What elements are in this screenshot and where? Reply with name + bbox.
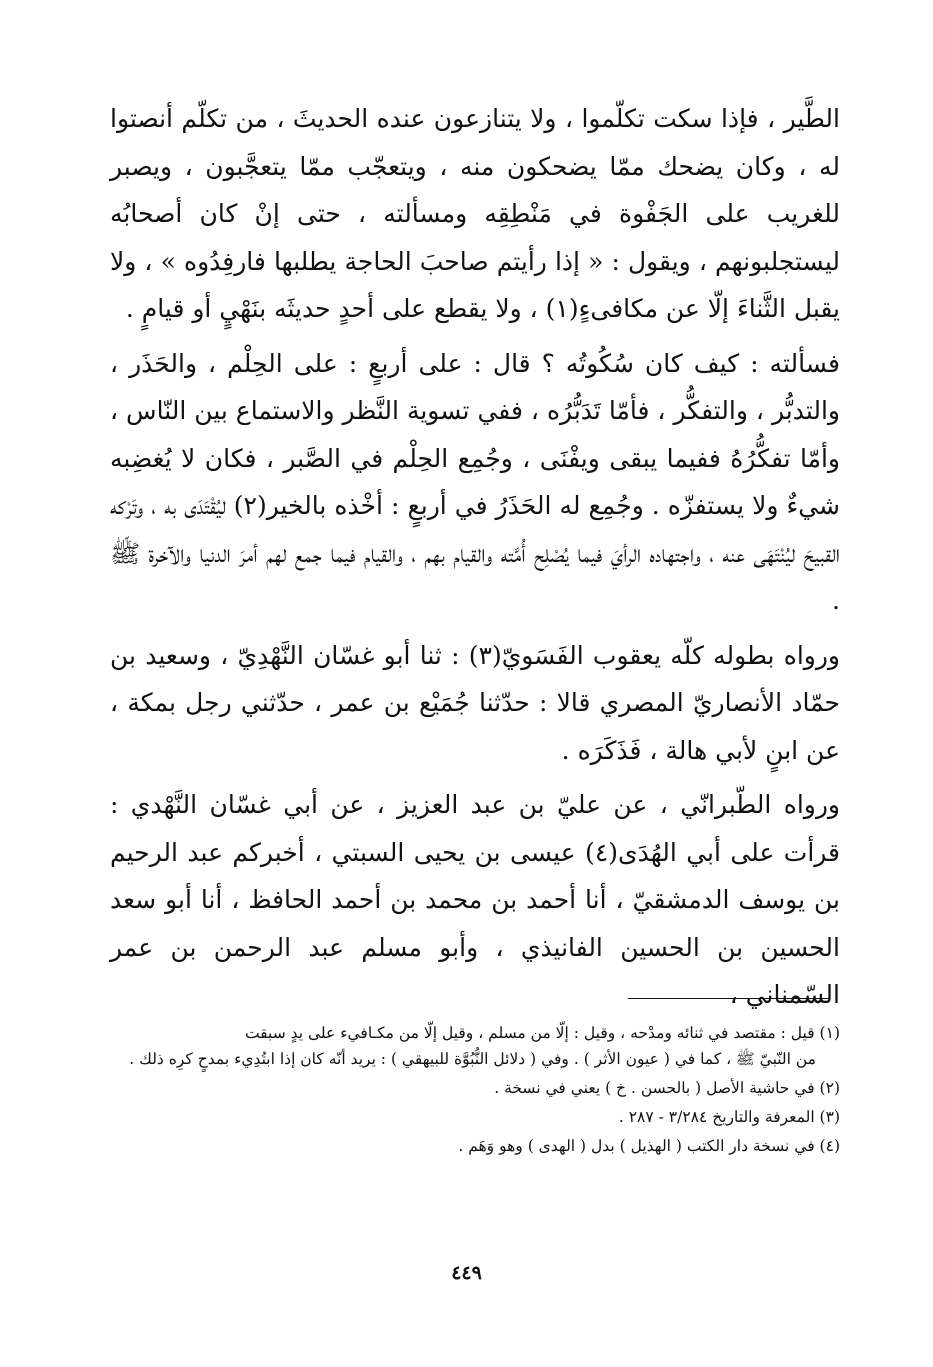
main-text (110, 95, 840, 1019)
paragraph-3: ورواه بطوله كلّه يعقوب الفَسَويّ(٣) : ثنا أبو غسّان النَّهْدِيّ ، وسعيد بن حمّاد الأنصاريّ المصري قالا : حدّثنا جُمَيْع بن عمر ، حدّثني رجل بمكة ، عن ابنٍ لأبي هالة ، فَذَكَرَه . (110, 640, 840, 765)
paragraph-1: الطَّير ، فإذا سكت تكلّموا ، ولا يتنازعون عنده الحديثَ ، من تكلّم أنصتوا له ، وكان يضحك ممّا يضحكون منه ، ويتعجّب ممّا يتعجَّبون ، ويصبر للغريب على الجَفْوة في مَنْطِقِه ومسألته ، حتى إنْ كان أصحابُه ليستجلبونهم ، ويقول : « إذا رأيتم صاحبَ الحاجة يطلبها فارفِدُوه » ، ولا يقبل الثَّناءَ إلّا عن مكافىءٍ(١) ، ولا يقطع على أحدٍ حديثَه بنَهْيٍ أو قيامٍ . (110, 104, 840, 323)
paragraph-2: فسألته : كيف كان سُكُوتُه ؟ قال : على أربعٍ : على الحِلْم ، والحَذَر ، والتدبُّر ، والتفكُّر ، فأمّا تَدَبُّرُه ، ففي تسوية النَّظر والاستماع بين النّاس ، وأمّا تفكُّرُهُ ففيما يبقى ويفْنَى ، وجُمِع الحِلْم في الصَّبر ، فكان لا يُغضِبه شيءٌ ولا يستفزّه . وجُمِع له الحَذَرُ في أربعٍ : أخْذه بالخير(٢) ليُقْتَدَى به ، وتَرْكه القبيحَ ليُنْتَهَى عنه ، واجتهاده الرأيَ فيما يُصْلِح أُمَّته والقيام بهم ، والقيام فيما جمع لهم أمرَ الدنيا والآخرة ﷺ . (110, 348, 840, 615)
footnote-separator (628, 998, 830, 999)
footnote-1 (122, 1020, 840, 1072)
page-number: ٤٤٩ (451, 1262, 482, 1284)
footnote-2: (٢) في حاشية الأصل ( بالحسن . خ ) يعني في نسخة . (494, 1079, 840, 1097)
footnote-1-lead: (١) قيل : مقتصد في ثنائه ومدْحه ، وقيل : إلّا من مسلم ، وقيل إلّا من مكـافيء على يدٍ سبقت (244, 1024, 840, 1042)
footnotes (122, 1020, 840, 1159)
footnote-3: (٣) المعرفة والتاريخ ٣/٢٨٤ - ٢٨٧ . (618, 1108, 840, 1126)
footnote-1-continuation: من النّبيّ ﷺ ، كما في ( عيون الأثر ) . وفي ( دلائل النُّبُوَّة للبيهقي ) : يريد أنّه كان إذا ابتُدِيء بمدحٍ كرِه ذلك . (129, 1050, 816, 1068)
footnote-4: (٤) في نسخة دار الكتب ( الهذيل ) بدل ( الهدى ) وهو وَهَم . (458, 1137, 840, 1155)
paragraph-4: ورواه الطّبرانّي ، عن عليّ بن عبد العزيز ، عن أبي غسّان النَّهْدي : قرأت على أبي الهُدَى(٤) عيسى بن يحيى السبتي ، أخبركم عبد الرحيم بن يوسف الدمشقيّ ، أنا أحمد بن محمد بن أحمد الحافظ ، أنا أبو سعد الحسين بن الحسين الفانيذي ، وأبو مسلم عبد الرحمن بن عمر السّمناني ، (110, 790, 841, 1009)
